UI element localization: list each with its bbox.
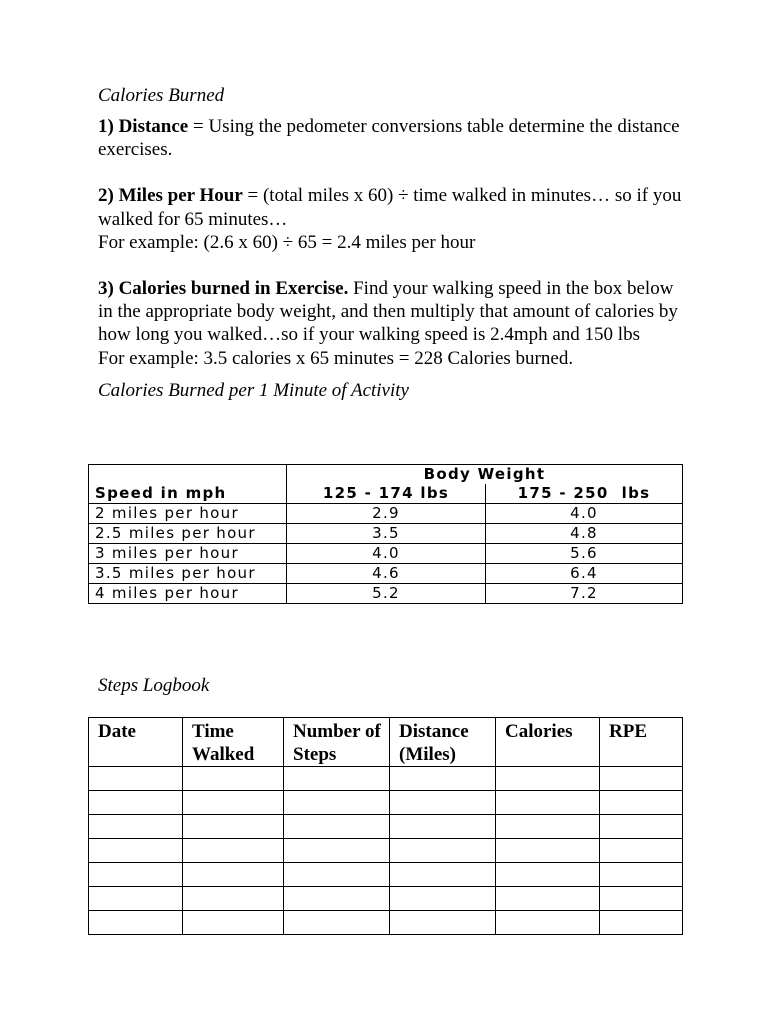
log-cell[interactable] — [496, 887, 600, 911]
log-cell[interactable] — [284, 887, 390, 911]
calorie-cell: 4.8 — [486, 524, 683, 544]
table-row — [89, 887, 683, 911]
log-cell[interactable] — [183, 815, 284, 839]
weight-col-125: 125 - 174 lbs — [287, 484, 486, 504]
log-cell[interactable] — [600, 767, 683, 791]
table-row — [89, 504, 683, 524]
calorie-cell: 4.0 — [287, 544, 486, 564]
weight-col-175: 175 - 250 lbs — [486, 484, 683, 504]
log-cell[interactable] — [600, 815, 683, 839]
step-distance-text: = Using the pedometer conversions table determine the distance exercises. — [98, 116, 680, 161]
col-calories: Calories — [496, 718, 600, 767]
log-cell[interactable] — [390, 911, 496, 935]
table-row — [89, 584, 683, 604]
section-title: Calories Burned — [98, 85, 225, 106]
speed-cell: 2 miles per hour — [89, 504, 287, 524]
log-cell[interactable] — [496, 863, 600, 887]
log-cell[interactable] — [89, 815, 183, 839]
col-time-walked: Time Walked — [183, 718, 284, 767]
log-cell[interactable] — [390, 815, 496, 839]
calorie-cell: 5.6 — [486, 544, 683, 564]
log-cell[interactable] — [600, 911, 683, 935]
col-date: Date — [89, 718, 183, 767]
table-row — [89, 911, 683, 935]
log-cell[interactable] — [183, 839, 284, 863]
log-cell[interactable] — [89, 767, 183, 791]
calorie-cell: 7.2 — [486, 584, 683, 604]
table-row — [89, 791, 683, 815]
table-row — [89, 564, 683, 584]
log-cell[interactable] — [600, 863, 683, 887]
calorie-cell: 6.4 — [486, 564, 683, 584]
log-cell[interactable] — [284, 767, 390, 791]
log-cell[interactable] — [390, 887, 496, 911]
log-cell[interactable] — [496, 839, 600, 863]
col-rpe: RPE — [600, 718, 683, 767]
log-cell[interactable] — [183, 767, 284, 791]
col-distance: Distance (Miles) — [390, 718, 496, 767]
calories-table — [88, 464, 683, 604]
calorie-cell: 4.6 — [287, 564, 486, 584]
log-cell[interactable] — [390, 839, 496, 863]
log-cell[interactable] — [284, 839, 390, 863]
step-calories-label: 3) Calories burned in Exercise. — [98, 278, 349, 300]
table-row — [89, 815, 683, 839]
logbook-heading: Steps Logbook — [98, 675, 210, 696]
step-mph-label: 2) Miles per Hour — [98, 185, 243, 207]
log-cell[interactable] — [496, 767, 600, 791]
log-cell[interactable] — [390, 767, 496, 791]
calories-table-header-row — [89, 465, 683, 485]
calorie-cell: 3.5 — [287, 524, 486, 544]
log-cell[interactable] — [390, 791, 496, 815]
speed-cell: 3 miles per hour — [89, 544, 287, 564]
log-cell[interactable] — [89, 887, 183, 911]
log-cell[interactable] — [89, 791, 183, 815]
step-miles-per-hour — [98, 184, 688, 254]
speed-cell — [89, 524, 287, 544]
log-cell[interactable] — [600, 887, 683, 911]
logbook-header-row — [89, 718, 683, 767]
speed-cell: 4 miles per hour — [89, 584, 287, 604]
step-distance-label: 1) Distance — [98, 116, 189, 137]
table-row — [89, 524, 683, 544]
step-calories-example: For example: 3.5 calories x 65 minutes = 228 Calories burned. — [98, 347, 574, 369]
step-mph-example: For example: (2.6 x 60) ÷ 65 = 2.4 miles per hour — [98, 231, 476, 253]
col-number-of-steps: Number of Steps — [284, 718, 390, 767]
speed-cell-text: 3.5 miles per hour — [95, 564, 256, 582]
log-cell[interactable] — [183, 911, 284, 935]
body-weight-header: Body Weight — [287, 465, 683, 485]
table-row — [89, 544, 683, 564]
log-cell[interactable] — [183, 791, 284, 815]
table-row — [89, 767, 683, 791]
log-cell[interactable] — [390, 863, 496, 887]
log-cell[interactable] — [183, 887, 284, 911]
speed-cell-text: 2.5 miles per hour — [95, 524, 256, 542]
table-row — [89, 839, 683, 863]
log-cell[interactable] — [600, 839, 683, 863]
log-cell[interactable] — [600, 791, 683, 815]
speed-header: Speed in mph — [89, 465, 287, 504]
step-calories-text: Find your walking speed in the box below in the appropriate body weight, and then multiply that amount of calories by how long you walked…so if your walking speed is 2.4mph and 150 lbs — [98, 278, 678, 346]
speed-cell — [89, 564, 287, 584]
calorie-cell: 4.0 — [486, 504, 683, 524]
log-cell[interactable] — [284, 911, 390, 935]
log-cell[interactable] — [183, 863, 284, 887]
log-cell[interactable] — [496, 815, 600, 839]
step-distance — [98, 115, 688, 161]
log-cell[interactable] — [89, 911, 183, 935]
calorie-cell: 5.2 — [287, 584, 486, 604]
calorie-cell: 2.9 — [287, 504, 486, 524]
document-body — [98, 84, 688, 403]
calories-table-heading: Calories Burned per 1 Minute of Activity — [98, 379, 409, 401]
table-row — [89, 863, 683, 887]
log-cell[interactable] — [496, 791, 600, 815]
log-cell[interactable] — [496, 911, 600, 935]
step-mph-text: = (total miles x 60) ÷ time walked in minutes… so if you walked for 65 minutes… — [98, 185, 682, 230]
log-cell[interactable] — [89, 863, 183, 887]
log-cell[interactable] — [284, 815, 390, 839]
steps-logbook-table — [88, 717, 683, 935]
log-cell[interactable] — [284, 863, 390, 887]
step-calories — [98, 277, 688, 370]
log-cell[interactable] — [284, 791, 390, 815]
log-cell[interactable] — [89, 839, 183, 863]
